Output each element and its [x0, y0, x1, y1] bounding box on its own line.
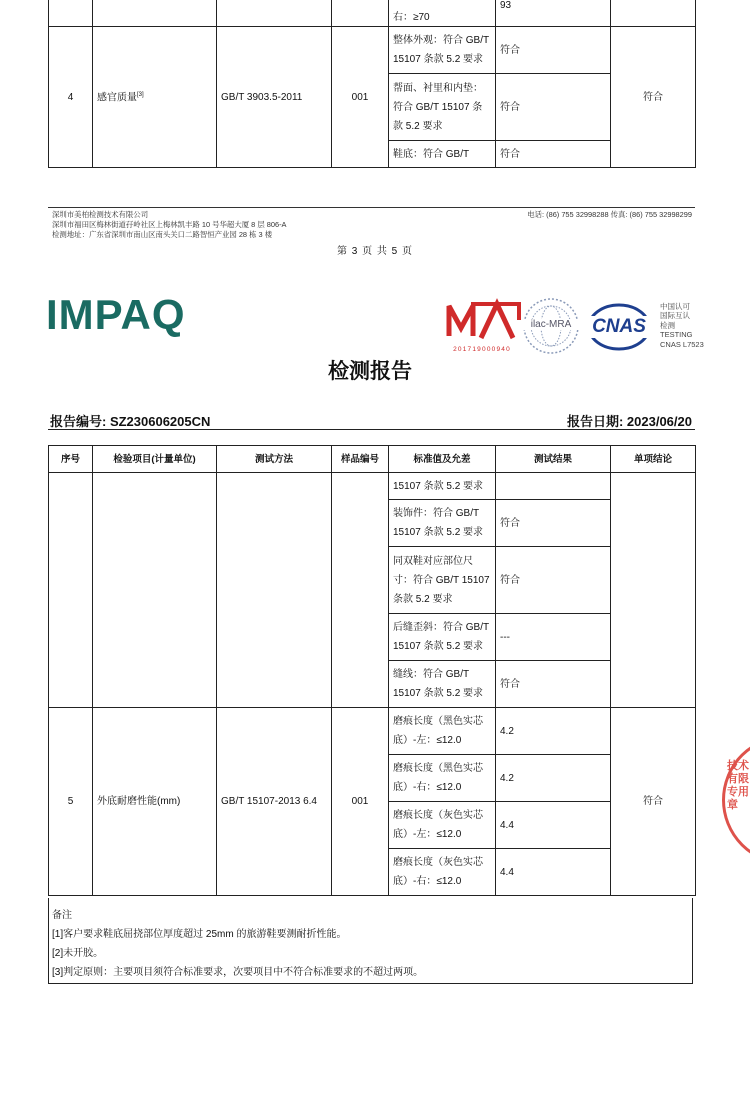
- conclusion-cell: 符合: [611, 27, 696, 168]
- cnas-caption: 中国认可 国际互认 检测 TESTING CNAS L7523: [660, 302, 704, 349]
- header-rule: [48, 429, 695, 430]
- result-cell: 符合: [496, 547, 611, 614]
- sample-cell: 001: [332, 708, 389, 896]
- footer-phone: 电话: (86) 755 32998288 传真: (86) 755 32998299: [527, 210, 692, 219]
- method-cell: GB/T 3903.5-2011: [217, 27, 332, 168]
- std-cell: 磨痕长度（黑色实芯底）-右：≤12.0: [389, 755, 496, 802]
- cma-mark-icon: [443, 298, 521, 340]
- stamp-text: 技术有限 专用章: [727, 760, 749, 811]
- note-2: [2]未开胶。: [52, 948, 104, 959]
- std-cell: 装饰件：符合 GB/T 15107 条款 5.2 要求: [389, 500, 496, 547]
- result-cell: 4.4: [496, 802, 611, 849]
- col-header: 检验项目(计量单位): [93, 446, 217, 473]
- report-number: 报告编号: SZ230606205CN: [50, 414, 211, 429]
- results-table-top: [48, 0, 696, 168]
- std-cell: 帮面、衬里和内垫：符合 GB/T 15107 条款 5.2 要求: [389, 74, 496, 141]
- col-header: 测试方法: [217, 446, 332, 473]
- cnas-text: CNAS: [587, 316, 651, 338]
- col-header: 测试结果: [496, 446, 611, 473]
- table-row: [49, 27, 696, 74]
- sample-cell: 001: [332, 27, 389, 168]
- std-cell: 整体外观：符合 GB/T 15107 条款 5.2 要求: [389, 27, 496, 74]
- result-cell: 符合: [496, 74, 611, 141]
- std-cell: 磨痕长度（灰色实芯底）-右：≤12.0: [389, 849, 496, 896]
- std-cell: 15107 条款 5.2 要求: [389, 473, 496, 500]
- std-cell: 右：≥70: [389, 0, 496, 27]
- footer-address: 深圳市福田区梅林街道孖岭社区上梅林凯丰路 10 号华超大厦 8 层 806-A: [52, 220, 287, 229]
- note-3: [3]判定原则：主要项目须符合标准要求，次要项目中不符合标准要求的不超过两项。: [52, 967, 424, 978]
- footer-rule: [48, 207, 695, 208]
- std-cell: 磨痕长度（黑色实芯底）-左：≤12.0: [389, 708, 496, 755]
- conclusion-cell: 符合: [611, 708, 696, 896]
- std-cell: 缝线：符合 GB/T 15107 条款 5.2 要求: [389, 661, 496, 708]
- table-header-row: [49, 446, 696, 473]
- std-cell: 鞋底：符合 GB/T: [389, 141, 496, 168]
- result-cell: ---: [496, 614, 611, 661]
- col-header: 标准值及允差: [389, 446, 496, 473]
- std-cell: 后缝歪斜：符合 GB/T 15107 条款 5.2 要求: [389, 614, 496, 661]
- col-header: 单项结论: [611, 446, 696, 473]
- result-cell: 符合: [496, 661, 611, 708]
- col-header: 序号: [49, 446, 93, 473]
- company-stamp: [722, 735, 750, 865]
- result-cell: 4.2: [496, 708, 611, 755]
- std-cell: 磨痕长度（灰色实芯底）-左：≤12.0: [389, 802, 496, 849]
- std-cell: 同双鞋对应部位尺寸：符合 GB/T 15107 条款 5.2 要求: [389, 547, 496, 614]
- table-row: [49, 473, 696, 500]
- report-date: 报告日期: 2023/06/20: [566, 414, 692, 429]
- ilac-text: ilac-MRA: [522, 319, 580, 330]
- cnas-logo: [587, 302, 655, 352]
- item-cell: 外底耐磨性能(mm): [93, 708, 217, 896]
- item-cell: 感官质量[3]: [93, 27, 217, 168]
- result-cell: [496, 473, 611, 500]
- page-number: 第 3 页 共 5 页: [336, 246, 413, 257]
- cma-logo: [443, 298, 521, 353]
- result-cell: 符合: [496, 141, 611, 168]
- notes-title: 备注: [52, 910, 72, 921]
- row-no: 5: [49, 708, 93, 896]
- result-cell: 符合: [496, 500, 611, 547]
- method-cell: GB/T 15107-2013 6.4: [217, 708, 332, 896]
- footer-lab-address: 检测地址：广东省深圳市南山区南头关口二路智恒产业园 28 栋 3 楼: [52, 230, 273, 239]
- col-header: 样品编号: [332, 446, 389, 473]
- report-title: 检测报告: [328, 360, 412, 383]
- result-cell: 4.4: [496, 849, 611, 896]
- row-no: 4: [49, 27, 93, 168]
- table-row: [49, 0, 696, 27]
- conclusion-cell: [611, 473, 696, 708]
- cma-code: 201719000940: [453, 346, 511, 353]
- footer-company: 深圳市美柏检测技术有限公司: [52, 210, 149, 219]
- table-row: [49, 708, 696, 755]
- result-cell: 符合: [496, 27, 611, 74]
- notes-box: [48, 898, 693, 984]
- note-1: [1]客户要求鞋底屈挠部位厚度超过 25mm 的旅游鞋要测耐折性能。: [52, 929, 347, 940]
- ilac-mra-logo: [522, 297, 580, 355]
- result-cell: 93: [496, 0, 611, 27]
- result-cell: 4.2: [496, 755, 611, 802]
- impaq-logo: IMPAQ: [46, 291, 186, 338]
- results-table: [48, 445, 696, 896]
